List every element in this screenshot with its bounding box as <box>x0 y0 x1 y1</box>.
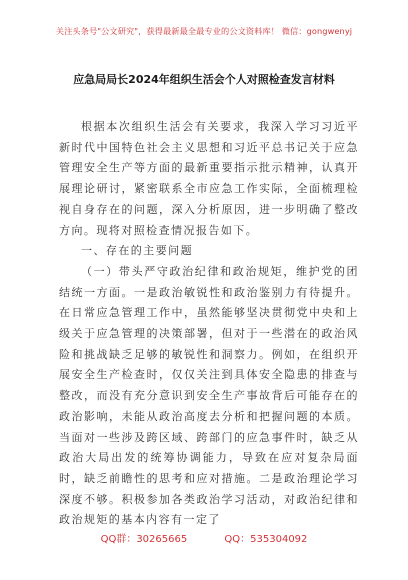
intro-paragraph: 根据本次组织生活会有关要求，我深入学习习近平新时代中国特色社会主义思想和习近平总书记关于应急管理安全生产等方面的最新重要指示批示精神，认真开展理论研讨，紧密联系全市应急工作实际，全面梳理检视自身存在的问题，深入分析原因，进一步明确了整改方向。现将对照检查情况报告如下。 <box>59 120 359 237</box>
document-body <box>59 117 359 531</box>
qq-contact-label: QQ：535304092 <box>224 534 308 545</box>
document-title: 应急局局长2024年组织生活会个人对照检查发言材料 <box>73 73 335 86</box>
section-heading: 一、存在的主要问题 <box>81 244 194 258</box>
body-paragraph: （一）带头严守政治纪律和政治规矩，维护党的团结统一方面。一是政治敏锐性和政治鉴别力有待提升。在日常应急管理工作中，虽然能够坚决贯彻党中央和上级关于应急管理的决策部署，但对于一些潜在的政治风险和挑战缺乏足够的敏锐性和洞察力。例如，在组织开展安全生产检查时，仅仅关注到具体安全隐患的排查与整改，而没有充分意识到安全生产事故背后可能存在的政治影响，未能从政治高度去分析和把握问题的本质。当面对一些涉及跨区域、跨部门的应急事件时，缺乏从政治大局出发的统筹协调能力，导致在应对复杂局面时，缺乏前瞻性的思考和应对措施。二是政治理论学习深度不够。积极参加各类政治学习活动，对政治纪律和政治规矩的基本内容有一定了 <box>59 264 359 527</box>
qq-group-label: QQ群：30265665 <box>100 534 188 545</box>
contact-footer <box>0 530 408 545</box>
promo-banner: 关注头条号"公文研究"，获得最新最全最专业的公文资料库！ 微信：gongwenyj <box>55 26 353 36</box>
